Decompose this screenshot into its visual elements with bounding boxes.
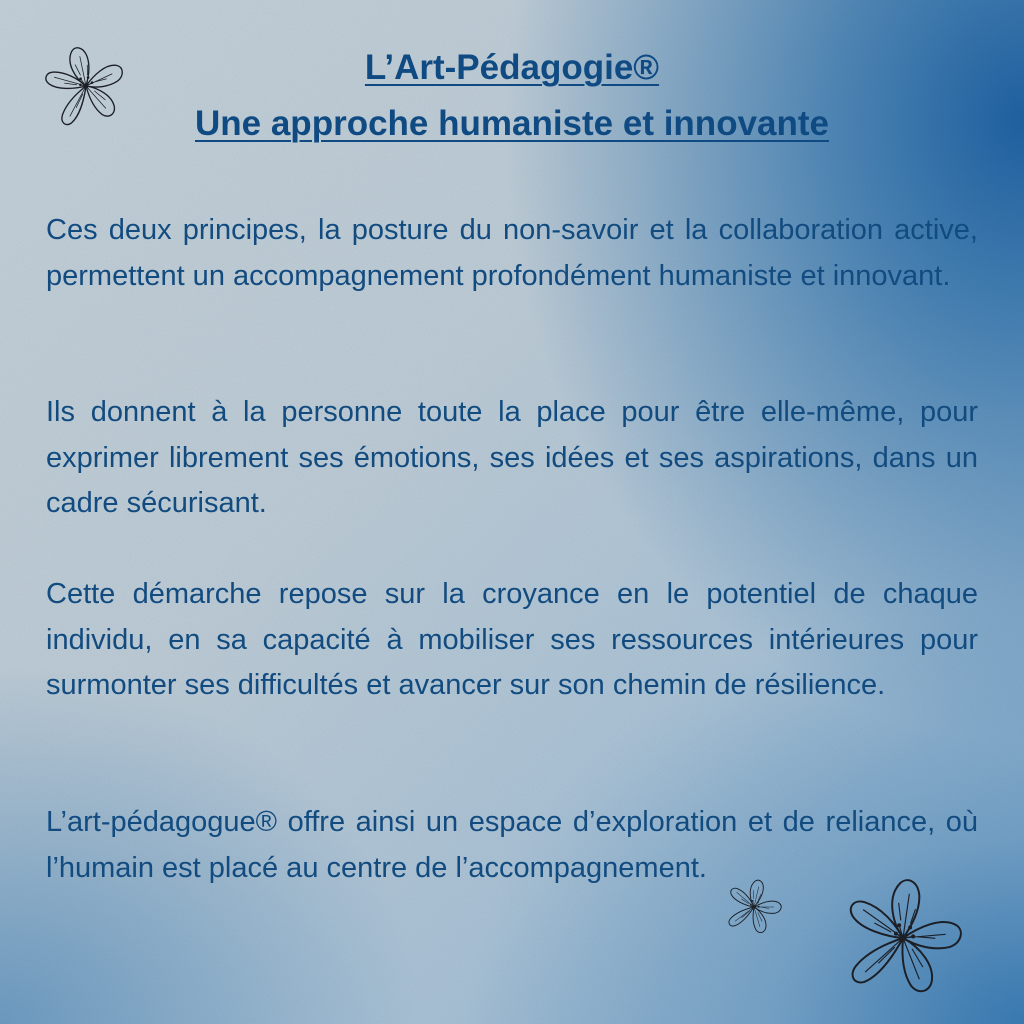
paragraph-1: Ces deux principes, la posture du non-savoir et la collaboration active, permettent un accompagnement profondément humaniste et innovant. [46, 214, 978, 292]
title-line-1: L’Art-Pédagogie® [364, 48, 660, 87]
paragraph-4: L’art-pédagogue® offre ainsi un espace d’exploration et de reliance, où l’humain est placé au centre de l’accompagnement. [46, 806, 978, 884]
flower-icon [838, 876, 968, 1000]
title-line-2: Une approche humaniste et innovante [195, 104, 829, 143]
paragraph-3: Cette démarche repose sur la croyance en le potentiel de chaque individu, en sa capacité à mobiliser ses ressources intérieures pour surmonter ses difficultés et avancer sur son chemin de résilience. [46, 578, 978, 701]
flower-icon [724, 878, 784, 936]
paragraph-2: Ils donnent à la personne toute la place pour être elle-même, pour exprimer librement ses émotions, ses idées et ses aspirations, dans un cadre sécurisant. [46, 396, 978, 519]
